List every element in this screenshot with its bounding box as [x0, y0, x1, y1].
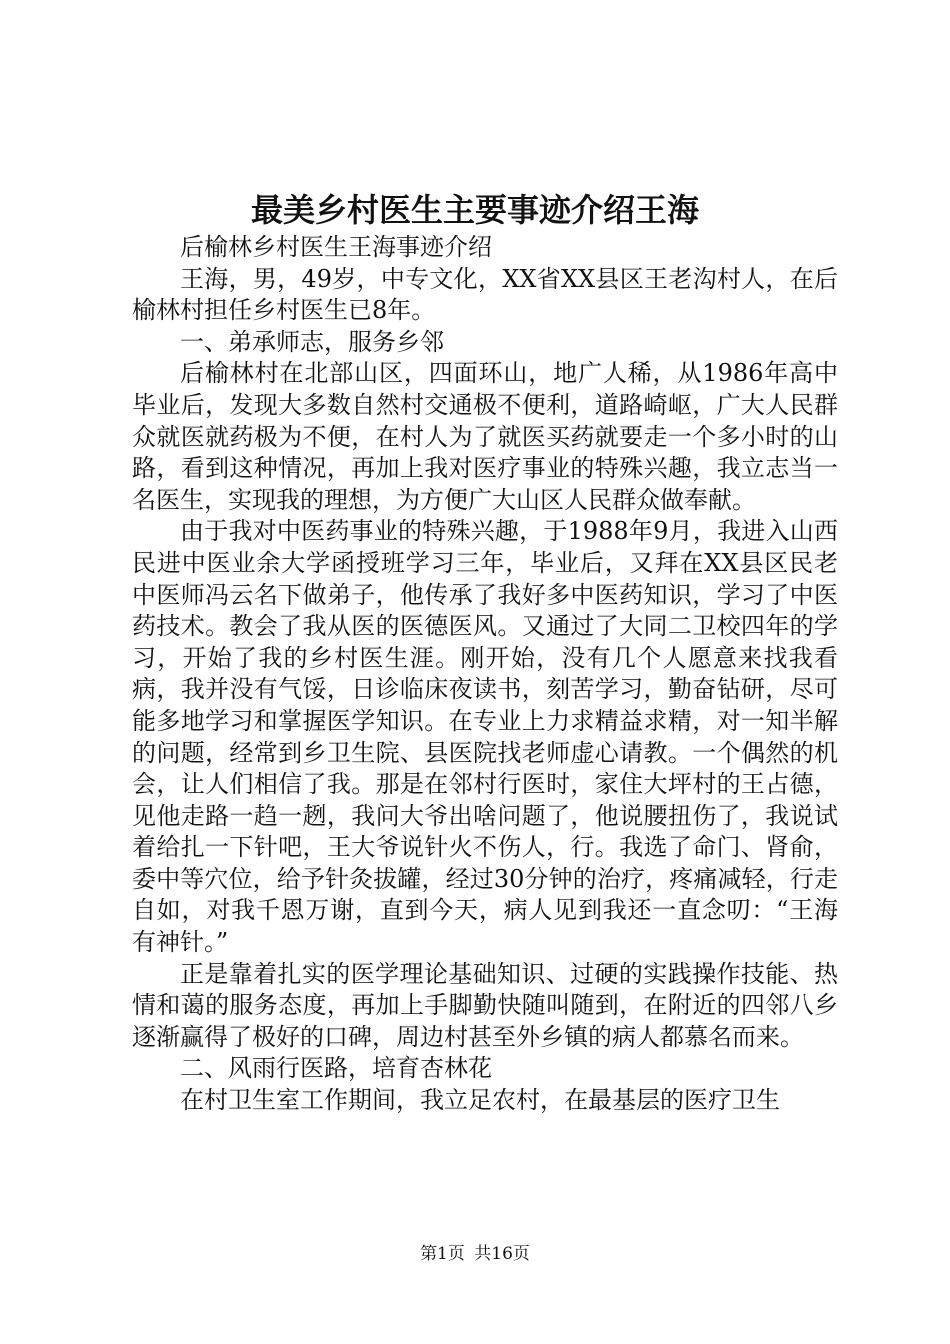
page-number: 第1页: [420, 1244, 465, 1264]
section-heading-1: 一、弟承师志，服务乡邻: [180, 327, 444, 356]
paragraph: 由于我对中医药事业的特殊兴趣，于1988年9月，我进入山西民进中医业余大学函授班学习三年，毕业后，又拜在XX县区民老中医师冯云名下做弟子，他传承了我好多中医药知识，学习了中医药技术。教会了我从医的医德医风。又通过了大同二卫校四年的学习，开始了我的乡村医生涯。刚开始，没有几个人愿意来找我看病，我并没有气馁，日诊临床夜读书，刻苦学习，勤奋钻研，尽可能多地学习和掌握医学知识。在专业上力求精益求精，对一知半解的问题，经常到乡卫生院、县医院找老师虚心请教。一个偶然的机会，让人们相信了我。那是在邻村行医时，家住大坪村的王占德，见他走路一趋一趔，我问大爷出啥问题了，他说腰扭伤了，我说试着给扎一下针吧，王大爷说针火不伤人，行。我选了命门、肾俞，委中等穴位，给予针灸拔罐，经过30分钟的治疗，疼痛减轻，行走自如，对我千恩万谢，直到今天，病人见到我还一直念叨：“王海有神针。”: [132, 517, 838, 957]
section-heading-2: 二、风雨行医路，培育杏林花: [180, 1054, 492, 1083]
subtitle: 后榆林乡村医生王海事迹介绍: [180, 233, 492, 261]
document-body: [132, 232, 838, 1117]
paragraph: 在村卫生室工作期间，我立足农村，在最基层的医疗卫生: [180, 1086, 780, 1115]
paragraph-intro: 王海，男，49岁，中专文化，XX省XX县区王老沟村人，在后榆林村担任乡村医生已8年。: [132, 264, 838, 325]
page-footer: [0, 1242, 950, 1266]
document-title: 最美乡村医生主要事迹介绍王海: [250, 191, 699, 229]
page-total: 共16页: [474, 1244, 530, 1264]
paragraph: 正是靠着扎实的医学理论基础知识、过硬的实践操作技能、热情和蔼的服务态度，再加上手脚勤快随叫随到，在附近的四邻八乡逐渐赢得了极好的口碑，周边村甚至外乡镇的病人都慕名而来。: [132, 959, 838, 1051]
paragraph: 后榆林村在北部山区，四面环山，地广人稀，从1986年高中毕业后，发现大多数自然村交通极不便利，道路崎岖，广大人民群众就医就药极为不便，在村人为了就医买药就要走一个多小时的山路，看到这种情况，再加上我对医疗事业的特殊兴趣，我立志当一名医生，实现我的理想，为方便广大山区人民群众做奉献。: [132, 359, 838, 514]
